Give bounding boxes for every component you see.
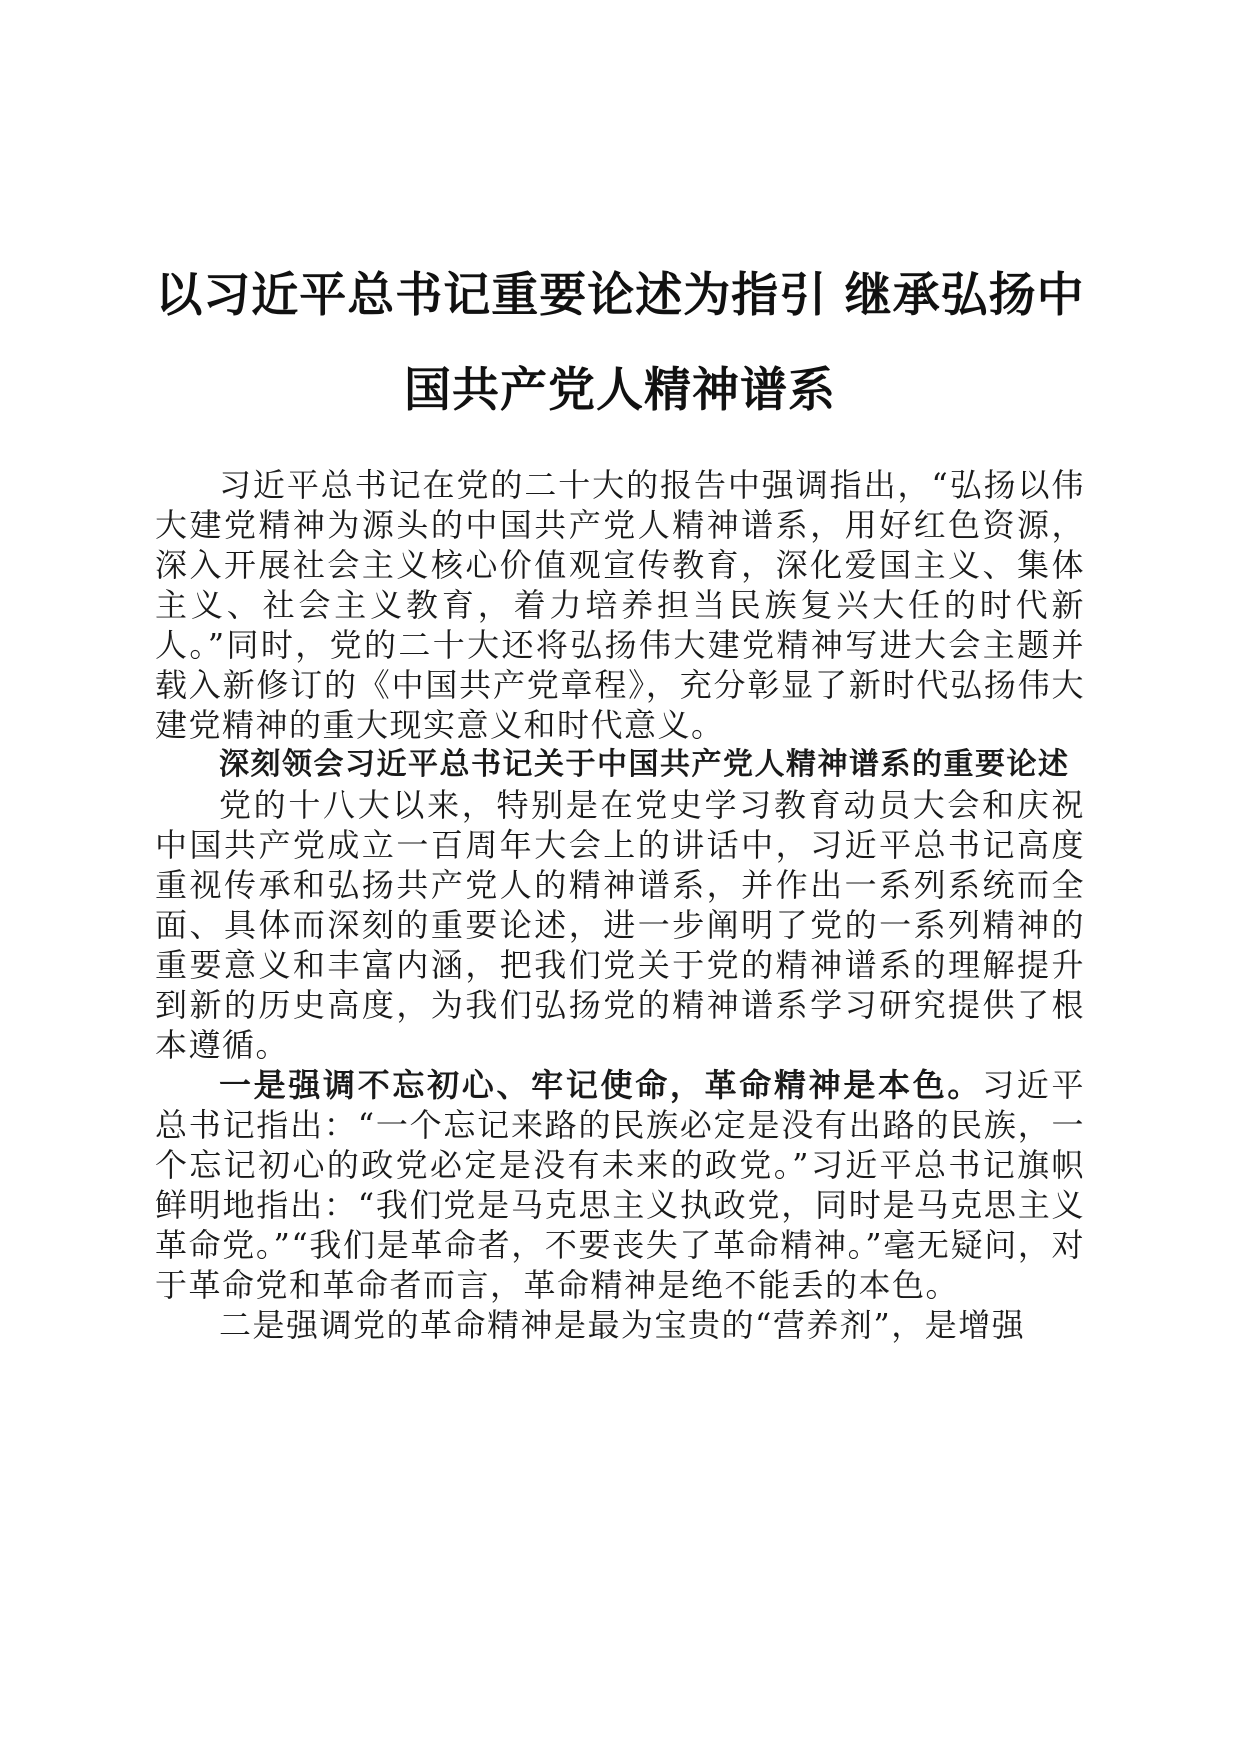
point-one-lead: 一是强调不忘初心、牢记使命，革命精神是本色。 bbox=[219, 1066, 983, 1104]
document-body bbox=[155, 465, 1085, 1345]
title-line-1: 以习近平总书记重要论述为指引 继承弘扬中 bbox=[155, 268, 1085, 323]
paragraph-overview: 党的十八大以来，特别是在党史学习教育动员大会和庆祝中国共产党成立一百周年大会上的讲话中，习近平总书记高度重视传承和弘扬共产党人的精神谱系，并作出一系列系统而全面、具体而深刻的重要论述，进一步阐明了党的一系列精神的重要意义和丰富内涵，把我们党关于党的精神谱系的理解提升到新的历史高度，为我们弘扬党的精神谱系学习研究提供了根本遵循。 bbox=[155, 786, 1085, 1064]
point-one-text: 习近平总书记指出：“一个忘记来路的民族必定是没有出路的民族，一个忘记初心的政党必定是没有未来的政党。”习近平总书记旗帜鲜明地指出：“我们党是马克思主义执政党，同时是马克思主义革命党。”“我们是革命者，不要丧失了革命精神。”毫无疑问，对于革命党和革命者而言，革命精神是绝不能丢的本色。 bbox=[155, 1066, 1085, 1304]
title-line-2: 国共产党人精神谱系 bbox=[404, 363, 836, 418]
paragraph-intro: 习近平总书记在党的二十大的报告中强调指出，“弘扬以伟大建党精神为源头的中国共产党人精神谱系，用好红色资源，深入开展社会主义核心价值观宣传教育，深化爱国主义、集体主义、社会主义教育，着力培养担当民族复兴大任的时代新人。”同时，党的二十大还将弘扬伟大建党精神写进大会主题并载入新修订的《中国共产党章程》，充分彰显了新时代弘扬伟大建党精神的重大现实意义和时代意义。 bbox=[155, 466, 1085, 744]
paragraph-point-one bbox=[155, 1065, 1085, 1305]
document-title bbox=[150, 248, 1090, 438]
point-two-text: 二是强调党的革命精神是最为宝贵的“营养剂”，是增强 bbox=[219, 1306, 1026, 1344]
section-heading: 深刻领会习近平总书记关于中国共产党人精神谱系的重要论述 bbox=[219, 747, 1070, 782]
paragraph-point-two bbox=[155, 1305, 1085, 1345]
